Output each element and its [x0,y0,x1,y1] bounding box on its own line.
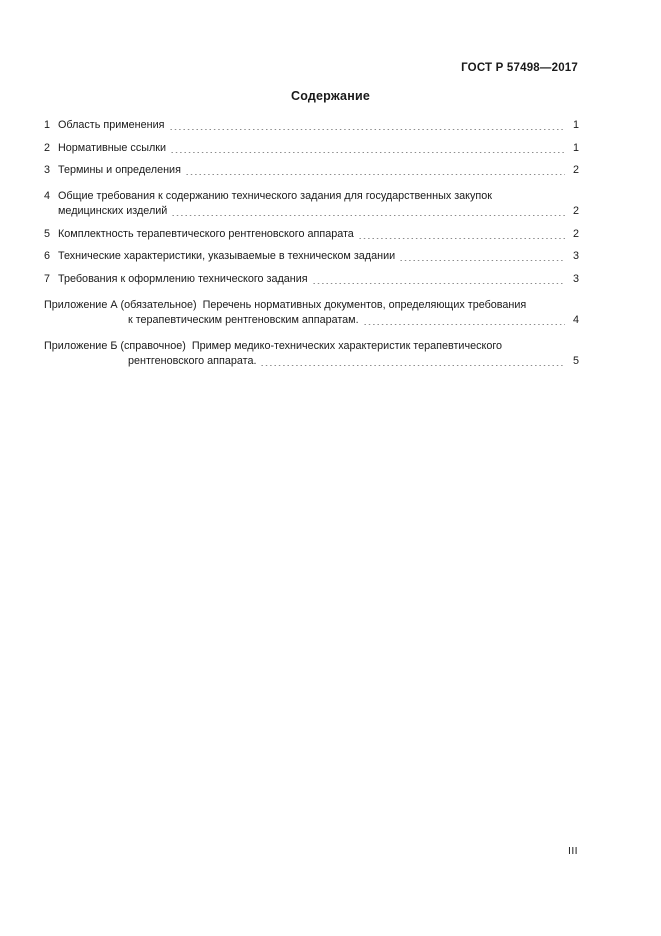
toc-entry-page: 2 [572,164,579,176]
appendix-title-continued: к терапевтическим рентгеновским аппаратам. [128,313,359,326]
dot-leader [260,357,565,368]
toc-entry-title: Технические характеристики, указываемые в техническом задании [58,250,396,262]
dot-leader [171,207,565,218]
toc-entry-number: 6 [44,250,51,262]
toc-entry-number: 5 [44,227,51,240]
toc-entry-title: Общие требования к содержанию технического задания для государственных закупок [58,190,493,202]
toc-entry-page: 3 [572,250,579,262]
toc-entry-number: 2 [44,141,51,154]
toc-entry[interactable] [44,272,579,287]
toc-entry-number: 3 [44,164,51,176]
toc-appendix-entry[interactable] [44,298,579,328]
dot-leader [312,275,565,286]
toc-entry-title: Термины и определения [58,164,181,176]
dot-leader [358,230,565,241]
dot-leader [170,144,565,155]
toc-entry[interactable] [44,227,579,242]
table-of-contents [44,118,579,376]
toc-entry-title: Требования к оформлению технического задания [58,272,308,285]
toc-entry-number: 4 [44,190,51,202]
toc-entry-number: 7 [44,272,51,285]
toc-entry[interactable] [44,141,579,156]
dot-leader [399,252,565,263]
appendix-label: Приложение А (обязательное) [44,298,197,311]
appendix-title: Пример медико-технических характеристик терапевтического [191,339,503,352]
toc-entry-title: Нормативные ссылки [58,141,167,154]
toc-entry-page: 3 [572,272,579,285]
appendix-title: Перечень нормативных документов, определяющих требования [202,298,527,311]
appendix-label: Приложение Б (справочное) [44,339,186,352]
toc-entry[interactable] [44,118,579,133]
toc-entry[interactable] [44,189,579,219]
toc-appendix-entry[interactable] [44,339,579,369]
toc-appendix-page: 5 [572,354,579,367]
dot-leader [363,316,565,327]
page-folio: III [568,845,578,857]
toc-entry-number: 1 [44,119,51,131]
document-standard-header: ГОСТ Р 57498—2017 [461,62,578,74]
toc-appendix-page: 4 [572,313,579,326]
toc-entry-page: 2 [572,205,579,217]
dot-leader [185,166,565,177]
toc-entry-page: 1 [572,141,579,154]
toc-entry-page: 2 [572,227,579,240]
contents-heading: Содержание [290,89,370,103]
toc-entry-title: Комплектность терапевтического рентгеновского аппарата [58,227,354,240]
toc-entry[interactable] [44,163,579,178]
appendix-title-continued: рентгеновского аппарата. [128,354,257,367]
dot-leader [169,121,566,132]
toc-entry-title-continued: медицинских изделий [58,205,168,217]
toc-entry[interactable] [44,249,579,264]
toc-entry-page: 1 [572,119,579,131]
toc-entry-title: Область применения [58,119,165,131]
